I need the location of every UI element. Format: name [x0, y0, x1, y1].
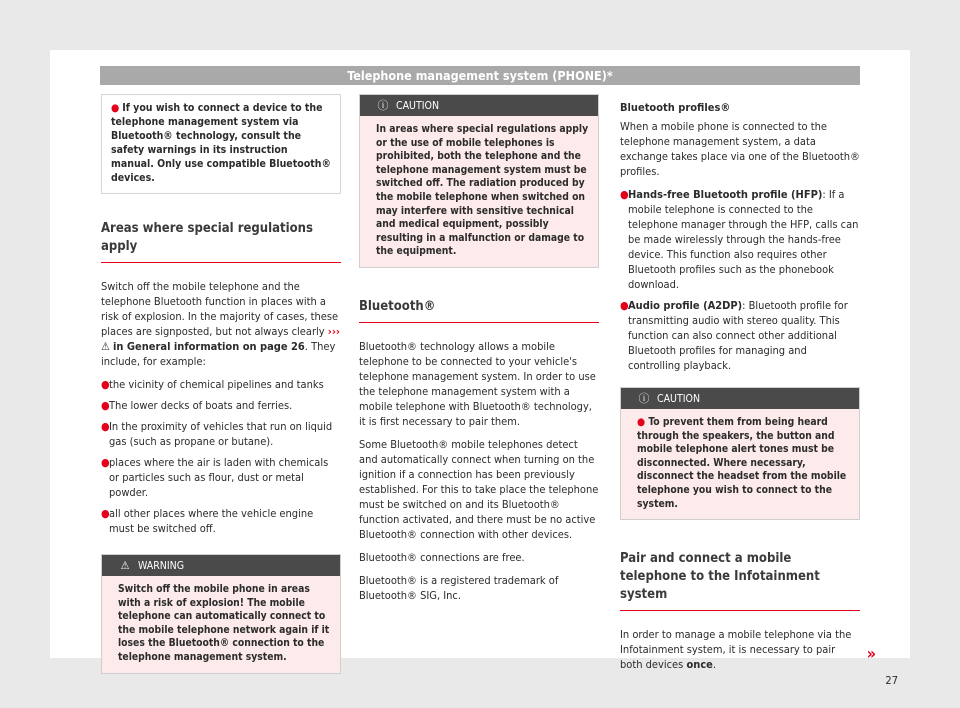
list-item: ● the vicinity of chemical pipelines and tanks — [101, 378, 324, 391]
bullet-icon: ● — [111, 102, 120, 114]
profiles-intro: When a mobile phone is connected to the telephone management system, a data exchange takes place via one of the Bluetooth® profiles. — [620, 120, 860, 178]
list-item: ● The lower decks of boats and ferries. — [101, 399, 293, 412]
bullet-icon: ● — [101, 378, 110, 391]
bluetooth-paragraph: Some Bluetooth® mobile telephones detect and automatically connect when turning on the ignition if a connection has been previously established. For this to take place the telephone must be switched on and its Bluetooth® function activated, and there must be no active Bluetooth® connection with other devices. — [359, 437, 599, 541]
bullet-icon: ● — [620, 188, 629, 201]
list-item: ● Hands-free Bluetooth profile (HFP): If a mobile telephone is connected to the telephone manager through the HFP, calls can be made wirelessly through the hands-free device. This function also requires other Bluetooth profiles such as the phonebook download. — [620, 188, 859, 291]
caution-text: In areas where special regulations apply or the use of mobile telephones is prohibited, both the telephone and the telephone management system must be switched off. The radiation produced by the mobile telephone when switched on may interfere with sensitive technical and medical equipment, possibly resulting in a malfunction or damage to the equipment. — [360, 116, 598, 267]
caution-header: ⓘ CAUTION — [621, 388, 859, 409]
caution-header: ⓘ CAUTION — [360, 95, 598, 116]
intro-note-text: If you wish to connect a device to the telephone management system via Bluetooth® technology, consult the safety warnings in its instruction manual. Only use compatible Bluetooth® devices. — [111, 102, 331, 184]
profiles-title: Bluetooth profiles® — [620, 101, 731, 114]
bullet-icon: ● — [101, 399, 110, 412]
bluetooth-paragraph: Bluetooth® connections are free. — [359, 550, 525, 564]
arrow-icon: ››› — [327, 325, 340, 338]
special-regulations-paragraph: Switch off the mobile telephone and the telephone Bluetooth function in places with a risk of explosion. In the majority of cases, these places are signposted, but not always clearly ››› ⚠ in General information on page 26. They include, for example: — [101, 280, 340, 368]
hazard-list — [101, 377, 341, 536]
column-left — [101, 94, 341, 692]
caution-info-icon: ⓘ — [377, 99, 389, 112]
cross-reference-link[interactable]: in General information on page 26 — [113, 340, 305, 353]
profiles-list — [620, 187, 860, 373]
warning-triangle-icon: ⚠ — [101, 340, 110, 353]
warning-header: ⚠ WARNING — [102, 555, 340, 576]
column-middle — [359, 94, 599, 611]
section-title-bluetooth: Bluetooth® — [359, 298, 599, 323]
continue-arrow-icon: » — [866, 644, 876, 663]
intro-note — [101, 94, 341, 194]
page-header: Telephone management system (PHONE)* — [100, 66, 860, 85]
list-item: ● In the proximity of vehicles that run on liquid gas (such as propane or butane). — [101, 420, 333, 448]
page-number: 27 — [885, 674, 898, 687]
bullet-icon: ● — [637, 416, 649, 428]
warning-triangle-icon: ⚠ — [120, 559, 130, 572]
bullet-icon: ● — [620, 299, 629, 312]
list-item: ● Audio profile (A2DP): Bluetooth profile for transmitting audio with stereo quality. This function can also connect other additional Bluetooth profiles for managing and controlling playback. — [620, 299, 848, 372]
warning-text: Switch off the mobile phone in areas with a risk of explosion! The mobile telephone can automatically connect to the mobile telephone network again if it loses the Bluetooth® connection to the telephone management system. — [102, 576, 340, 673]
caution-text: ● To prevent them from being heard through the speakers, the button and mobile telephone alert tones must be disconnected. Where necessary, disconnect the headset from the mobile telephone you wish to connect to the system. — [621, 409, 859, 519]
pair-paragraph: In order to manage a mobile telephone via the Infotainment system, it is necessary to pair both devices once. — [620, 628, 852, 672]
list-item: ● places where the air is laden with chemicals or particles such as flour, dust or metal powder. — [101, 456, 329, 499]
bullet-icon: ● — [101, 420, 110, 433]
bullet-icon: ● — [101, 456, 110, 469]
bluetooth-paragraph: Bluetooth® technology allows a mobile telephone to be connected to your vehicle's telephone management system. In order to use the telephone management system with a mobile telephone with Bluetooth® technology, it is first necessary to pair them. — [359, 339, 596, 428]
caution-box — [620, 387, 860, 520]
warning-box — [101, 554, 341, 674]
bullet-icon: ● — [101, 507, 110, 520]
caution-box — [359, 94, 599, 268]
column-right — [620, 100, 860, 680]
manual-page — [50, 50, 910, 687]
bluetooth-paragraph: Bluetooth® is a registered trademark of Bluetooth® SIG, Inc. — [359, 573, 559, 602]
list-item: ● all other places where the vehicle engine must be switched off. — [101, 507, 314, 535]
section-title-pair-connect: Pair and connect a mobile telephone to the Infotainment system — [620, 550, 860, 611]
section-title-special-regulations: Areas where special regulations apply — [101, 220, 341, 263]
caution-info-icon: ⓘ — [638, 392, 650, 405]
